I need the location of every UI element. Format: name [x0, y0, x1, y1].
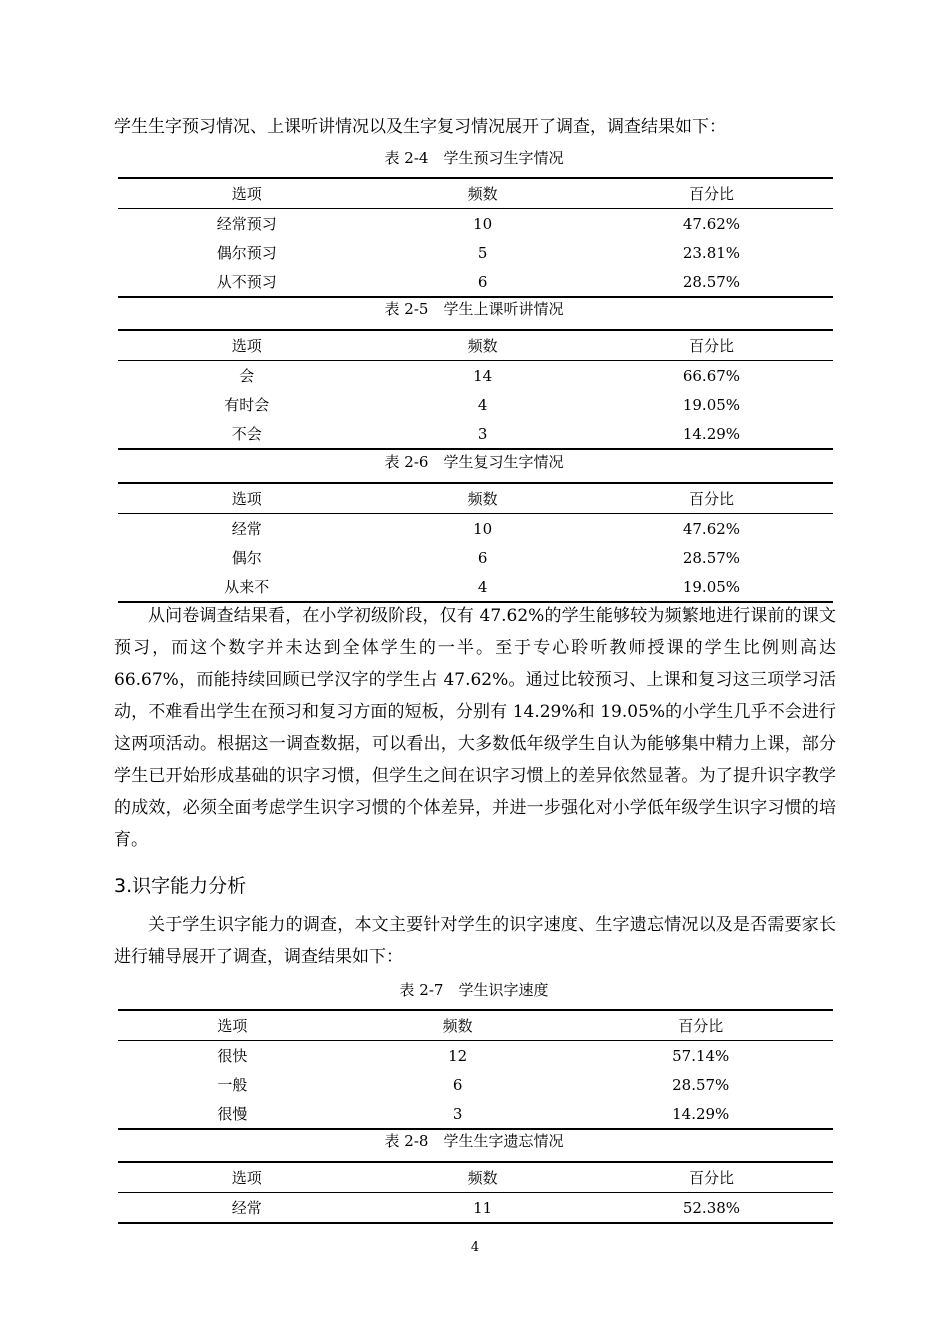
cell-percentage: 66.67% — [682, 366, 741, 385]
cell-frequency: 4 — [375, 572, 590, 602]
header-option: 选项 — [118, 1162, 375, 1193]
cell-percentage: 57.14% — [672, 1046, 730, 1065]
header-frequency: 频数 — [347, 1010, 569, 1041]
cell-frequency: 5 — [477, 243, 488, 262]
cell-percentage: 28.57% — [590, 267, 833, 297]
header-frequency: 频数 — [375, 330, 590, 361]
table-row — [118, 267, 833, 297]
table-row — [118, 572, 833, 602]
table-row — [118, 1070, 833, 1099]
table-header-row — [118, 1162, 833, 1193]
cell-option: 会 — [239, 367, 255, 385]
cell-frequency: 6 — [375, 267, 590, 297]
header-percentage: 百分比 — [590, 483, 833, 514]
cell-option: 从来不 — [118, 572, 375, 602]
cell-option: 从不预习 — [118, 267, 375, 297]
cell-option: 有时会 — [224, 396, 270, 414]
cell-frequency: 6 — [477, 548, 488, 567]
cell-option: 经常 — [231, 520, 262, 538]
analysis-paragraph: 从问卷调查结果看，在小学初级阶段，仅有 47.62%的学生能够较为频繁地进行课前的课文预习，而这个数字并未达到全体学生的一半。至于专心聆听教师授课的学生比例则高达 66.67%，而能持续回顾已学汉字的学生占 47.62%。通过比较预习、上课和复习这三项学习活动，不难看出学生在预习和复习方面的短板，分别有 14.29%和 19.05%的小学生几乎不会进行这两项活动。根据这一调查数据，可以看出，大多数低年级学生自认为能够集中精力上课，部分学生已开始形成基础的识字习惯，但学生之间在识字习惯上的差异依然显著。为了提升识字教学的成效，必须全面考虑学生识字习惯的个体差异，并进一步强化对小学低年级学生识字习惯的培育。 — [114, 606, 836, 850]
table-row — [118, 390, 833, 419]
cell-frequency: 10 — [473, 519, 493, 538]
data-table — [118, 177, 833, 298]
cell-percentage: 23.81% — [682, 243, 741, 262]
cell-percentage: 28.57% — [682, 548, 741, 567]
header-frequency: 频数 — [375, 1162, 590, 1193]
header-percentage: 百分比 — [590, 178, 833, 209]
header-frequency: 频数 — [375, 483, 590, 514]
table-header-row — [118, 330, 833, 361]
cell-percentage: 47.62% — [682, 519, 741, 538]
cell-percentage: 52.38% — [590, 1193, 833, 1224]
table-row — [118, 361, 833, 391]
header-percentage: 百分比 — [590, 1162, 833, 1193]
cell-percentage: 28.57% — [672, 1075, 730, 1094]
table-row — [118, 209, 833, 239]
header-frequency: 频数 — [375, 178, 590, 209]
table-row — [118, 1041, 833, 1071]
cell-frequency: 10 — [473, 214, 493, 233]
data-table — [118, 1161, 833, 1224]
cell-option: 偶尔预习 — [216, 244, 277, 262]
intro-text: 学生生字预习情况、上课听讲情况以及生字复习情况展开了调查，调查结果如下： — [114, 117, 726, 137]
cell-option: 经常 — [118, 1193, 375, 1224]
table-row — [118, 514, 833, 544]
page-number: 4 — [470, 1240, 480, 1255]
header-percentage: 百分比 — [590, 330, 833, 361]
cell-frequency: 3 — [347, 1099, 569, 1129]
table-caption: 表 2-6 学生复习生字情况 — [384, 453, 564, 471]
data-table — [118, 1009, 833, 1130]
header-option: 选项 — [118, 178, 375, 209]
table-row — [118, 1193, 833, 1224]
cell-percentage: 47.62% — [682, 214, 741, 233]
cell-percentage: 19.05% — [590, 572, 833, 602]
cell-option: 一般 — [217, 1076, 248, 1094]
table-row — [118, 543, 833, 572]
table-caption: 表 2-5 学生上课听讲情况 — [384, 300, 564, 318]
cell-frequency: 11 — [375, 1193, 590, 1224]
intro-paragraph: 关于学生识字能力的调查，本文主要针对学生的识字速度、生字遗忘情况以及是否需要家长进行辅导展开了调查，调查结果如下： — [114, 915, 836, 967]
table-row — [118, 419, 833, 449]
table-caption: 表 2-7 学生识字速度 — [399, 981, 549, 999]
cell-option: 不会 — [118, 419, 375, 449]
header-option: 选项 — [118, 1010, 347, 1041]
cell-frequency: 3 — [375, 419, 590, 449]
table-header-row — [118, 1010, 833, 1041]
cell-percentage: 14.29% — [590, 419, 833, 449]
cell-frequency: 12 — [448, 1046, 468, 1065]
cell-option: 很快 — [217, 1047, 248, 1065]
table-header-row — [118, 178, 833, 209]
table-header-row — [118, 483, 833, 514]
header-percentage: 百分比 — [568, 1010, 833, 1041]
table-caption: 表 2-4 学生预习生字情况 — [384, 149, 564, 167]
cell-option: 很慢 — [118, 1099, 347, 1129]
cell-frequency: 4 — [477, 395, 488, 414]
cell-frequency: 14 — [473, 366, 493, 385]
header-option: 选项 — [118, 330, 375, 361]
header-option: 选项 — [118, 483, 375, 514]
cell-percentage: 14.29% — [568, 1099, 833, 1129]
table-row — [118, 238, 833, 267]
data-table — [118, 329, 833, 450]
table-row — [118, 1099, 833, 1129]
cell-option: 经常预习 — [216, 215, 277, 233]
cell-frequency: 6 — [452, 1075, 463, 1094]
cell-option: 偶尔 — [231, 549, 262, 567]
cell-percentage: 19.05% — [682, 395, 741, 414]
data-table — [118, 482, 833, 603]
table-caption: 表 2-8 学生生字遗忘情况 — [384, 1132, 564, 1150]
section-heading: 3.识字能力分析 — [114, 875, 247, 897]
